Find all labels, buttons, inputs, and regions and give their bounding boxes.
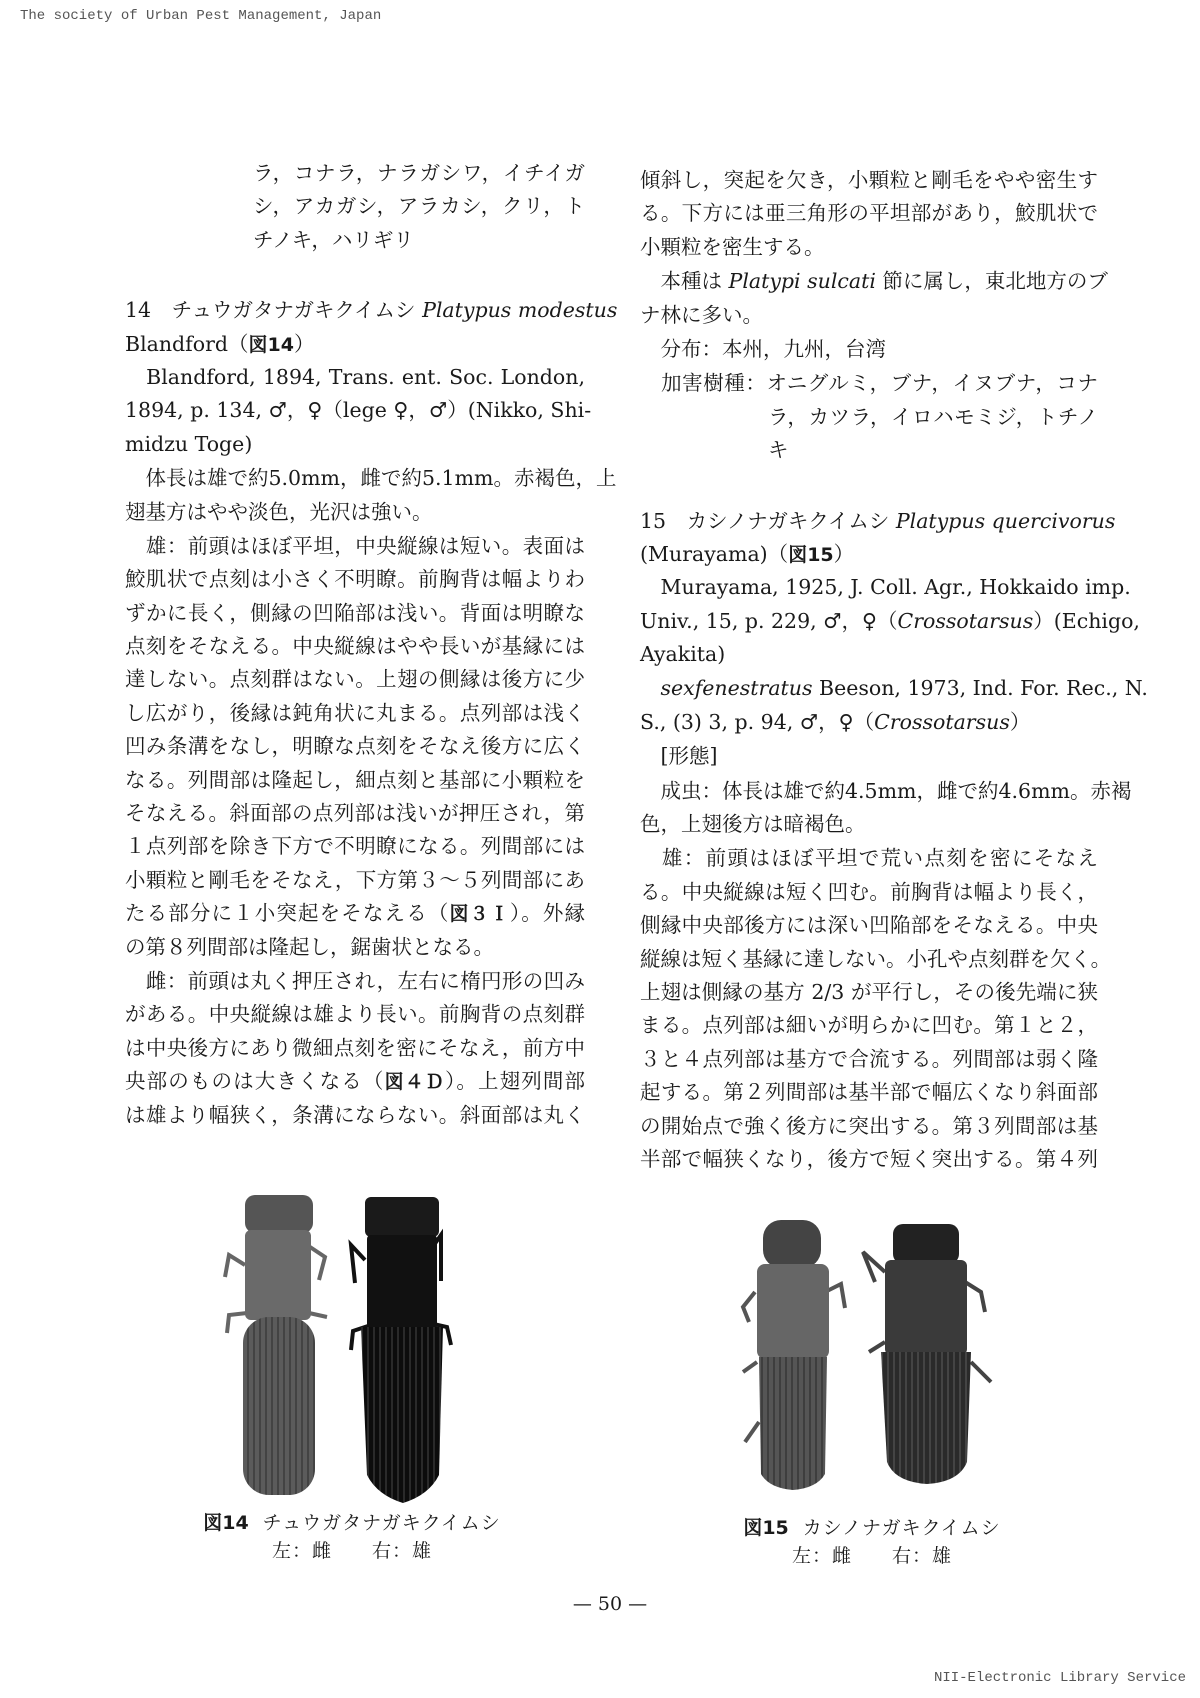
scientific-name: sexfenestratus	[660, 676, 813, 701]
male-beetle-image	[863, 1224, 991, 1484]
text-line: S., (3) 3, p. 94, ♂，♀（Crossotarsus）	[640, 709, 1031, 734]
species-heading	[125, 294, 618, 361]
scientific-name: Crossotarsus	[897, 608, 1034, 633]
paragraph	[640, 265, 1108, 332]
text-line: 側縁中央部後方には深い凹陥部をそなえる。中央	[640, 913, 1098, 938]
paragraph	[640, 740, 1098, 773]
text-line: ラ，コナラ，ナラガシワ，イチイガ	[253, 161, 585, 185]
text-line: の開始点で強く後方に突出する。第３列間部は基	[640, 1113, 1098, 1138]
paragraph	[640, 842, 1112, 1176]
text-line: は中央後方にあり微細点刻を密にそなえ，前方中	[125, 1035, 585, 1060]
male-beetle-image	[351, 1197, 451, 1503]
text-line: midzu Toge)	[125, 431, 253, 456]
figure-subcaption: 左：雌 右：雄	[791, 1545, 952, 1567]
scientific-name: Platypus quercivorus	[895, 508, 1116, 533]
paragraph	[125, 965, 585, 1132]
text-line: の第８列間部は隆起し，鋸歯状となる。	[125, 934, 494, 959]
paragraph	[640, 367, 1098, 467]
text-line: シ，アカガシ，アラカシ，クリ，ト	[253, 194, 585, 219]
figure-subcaption: 左：雌 右：雄	[271, 1540, 432, 1562]
text-line: 加害樹種：オニグルミ，ブナ，イヌブナ，コナ	[640, 371, 1098, 396]
text-line: 雄：前頭はほぼ平坦，中央縦線は短い。表面は	[125, 533, 585, 558]
text-line: 1894, p. 134, ♂，♀（lege ♀，♂）(Nikko, Shi-	[125, 398, 592, 423]
text-line: Blandford, 1894, Trans. ent. Soc. London,	[125, 364, 585, 389]
paragraph	[640, 775, 1132, 842]
text-line: Ayakita)	[640, 642, 726, 667]
text-line: 体長は雄で約5.0mm，雌で約5.1mm。赤褐色，上	[125, 466, 617, 491]
text-line: ナ林に多い。	[640, 302, 763, 327]
figure-15-photo	[735, 1212, 1005, 1497]
text-line: 半部で幅狭くなり，後方で短く突出する。第４列	[640, 1146, 1098, 1171]
text-line: 小顆粒と剛毛をそなえ，下方第３～５列間部にあ	[125, 867, 585, 892]
text-line: る。中央縦線は短く凹む。前胸背は幅より長く，	[640, 879, 1098, 904]
text-line: ３と４点列部は基方で合流する。列間部は弱く隆	[640, 1046, 1098, 1071]
text-line: キ	[768, 438, 789, 463]
paragraph	[125, 361, 592, 461]
text-line: 縦線は短く基縁に達しない。小孔や点刻群を欠く。	[640, 946, 1112, 971]
text-line: 雌：前頭は丸く押圧され，左右に楕円形の凹み	[125, 968, 585, 993]
figure-reference: 図14	[248, 333, 294, 356]
text-line: Univ., 15, p. 229, ♂，♀（Crossotarsus）(Echigo,	[640, 608, 1140, 633]
scientific-name: Platypi sulcati	[728, 269, 876, 294]
text-line: 成虫：体長は雄で約4.5mm，雌で約4.6mm。赤褐	[640, 778, 1132, 803]
text-line: 凹み条溝をなし，明瞭な点刻をそなえ後方に広く	[125, 734, 585, 759]
figure-14-photo	[215, 1185, 495, 1510]
text-line: 本種は Platypi sulcati 節に属し，東北地方のブ	[640, 269, 1108, 294]
paragraph	[640, 571, 1140, 671]
paragraph	[640, 164, 1098, 264]
species-heading	[640, 505, 1116, 572]
journal-header: The society of Urban Pest Management, Japan	[20, 8, 382, 24]
text-line: ずかに長く，側縁の凹陥部は浅い。背面は明瞭な	[125, 600, 585, 625]
text-line: ラ，カツラ，イロハモミジ，トチノ	[768, 404, 1098, 429]
figure-reference: 図４Ｄ	[384, 1071, 445, 1094]
right-column	[640, 164, 1148, 1176]
text-line: 点刻をそなえる。中央縦線はやや長いが基縁には	[125, 634, 585, 659]
page-number: — 50 —	[572, 1593, 648, 1615]
text-line: 15 カシノナガキクイムシ Platypus quercivorus	[640, 508, 1116, 533]
text-line: 色，上翅後方は暗褐色。	[640, 812, 866, 837]
text-line: 央部のものは大きくなる（図４Ｄ）。上翅列間部	[125, 1069, 585, 1094]
figure-title: カシノナガキクイムシ	[802, 1517, 1001, 1539]
text-line: は雄より幅狭く，条溝にならない。斜面部は丸く	[125, 1102, 585, 1127]
paragraph	[640, 333, 1098, 366]
text-line: Murayama, 1925, J. Coll. Agr., Hokkaido imp.	[640, 575, 1131, 600]
text-line: 14 チュウガタナガキクイムシ Platypus modestus	[125, 298, 618, 323]
text-line: (Murayama)（図15）	[640, 541, 855, 566]
text-line: たる部分に１小突起をそなえる（図３Ｉ）。外縁	[125, 901, 585, 926]
text-line: Blandford（図14）	[125, 331, 315, 356]
paragraph	[125, 530, 585, 964]
paragraph	[125, 157, 585, 257]
text-line: 傾斜し，突起を欠き，小顆粒と剛毛をやや密生す	[640, 168, 1098, 192]
text-line: 起する。第２列間部は基半部で幅広くなり斜面部	[640, 1080, 1098, 1105]
figure-reference: 図３Ｉ	[449, 903, 510, 926]
library-footer: NII-Electronic Library Service	[933, 1670, 1186, 1686]
text-line: 分布：本州，九州，台湾	[640, 336, 886, 361]
text-line: がある。中央縦線は雄より長い。前胸背の点刻群	[125, 1002, 585, 1027]
figure-14-caption	[172, 1509, 532, 1565]
text-line: 達しない。点刻群はない。上翅の側縁は後方に少	[125, 667, 585, 692]
paragraph	[640, 672, 1148, 739]
figure-reference: 図15	[788, 543, 834, 566]
scientific-name: Platypus modestus	[422, 298, 618, 323]
text-line: 鮫肌状で点刻は小さく不明瞭。前胸背は幅よりわ	[125, 567, 585, 592]
figure-15-caption	[692, 1514, 1052, 1570]
text-line: まる。点列部は細いが明らかに凹む。第１と２，	[640, 1013, 1098, 1038]
text-line: そなえる。斜面部の点列部は浅いが押圧され，第	[125, 801, 585, 826]
text-line: し広がり，後縁は鈍角状に丸まる。点列部は浅く	[125, 700, 585, 725]
text-line: チノキ，ハリギリ	[253, 227, 414, 252]
text-line: なる。列間部は隆起し，細点刻と基部に小顆粒を	[125, 767, 585, 792]
text-line: 翅基方はやや淡色，光沢は強い。	[125, 499, 433, 524]
female-beetle-image	[225, 1195, 327, 1495]
figure-label: 図14	[203, 1512, 249, 1534]
text-line: １点列部を除き下方で不明瞭になる。列間部には	[125, 834, 585, 859]
text-line: 小顆粒を密生する。	[640, 234, 825, 259]
female-beetle-image	[743, 1220, 845, 1490]
text-line: [形態]	[640, 744, 718, 769]
text-line: 上翅は側縁の基方 2/3 が平行し，その後先端に狭	[640, 979, 1098, 1004]
text-line: 雄：前頭はほぼ平坦で荒い点刻を密にそなえ	[640, 846, 1098, 871]
figure-label: 図15	[743, 1517, 789, 1539]
scientific-name: Crossotarsus	[874, 709, 1010, 734]
text-line: る。下方には亜三角形の平坦部があり，鮫肌状で	[640, 201, 1098, 226]
text-line: sexfenestratus Beeson, 1973, Ind. For. Rec., N.	[660, 676, 1148, 701]
figure-title: チュウガタナガキクイムシ	[262, 1512, 501, 1534]
left-column	[125, 157, 618, 1132]
paragraph	[125, 462, 617, 529]
